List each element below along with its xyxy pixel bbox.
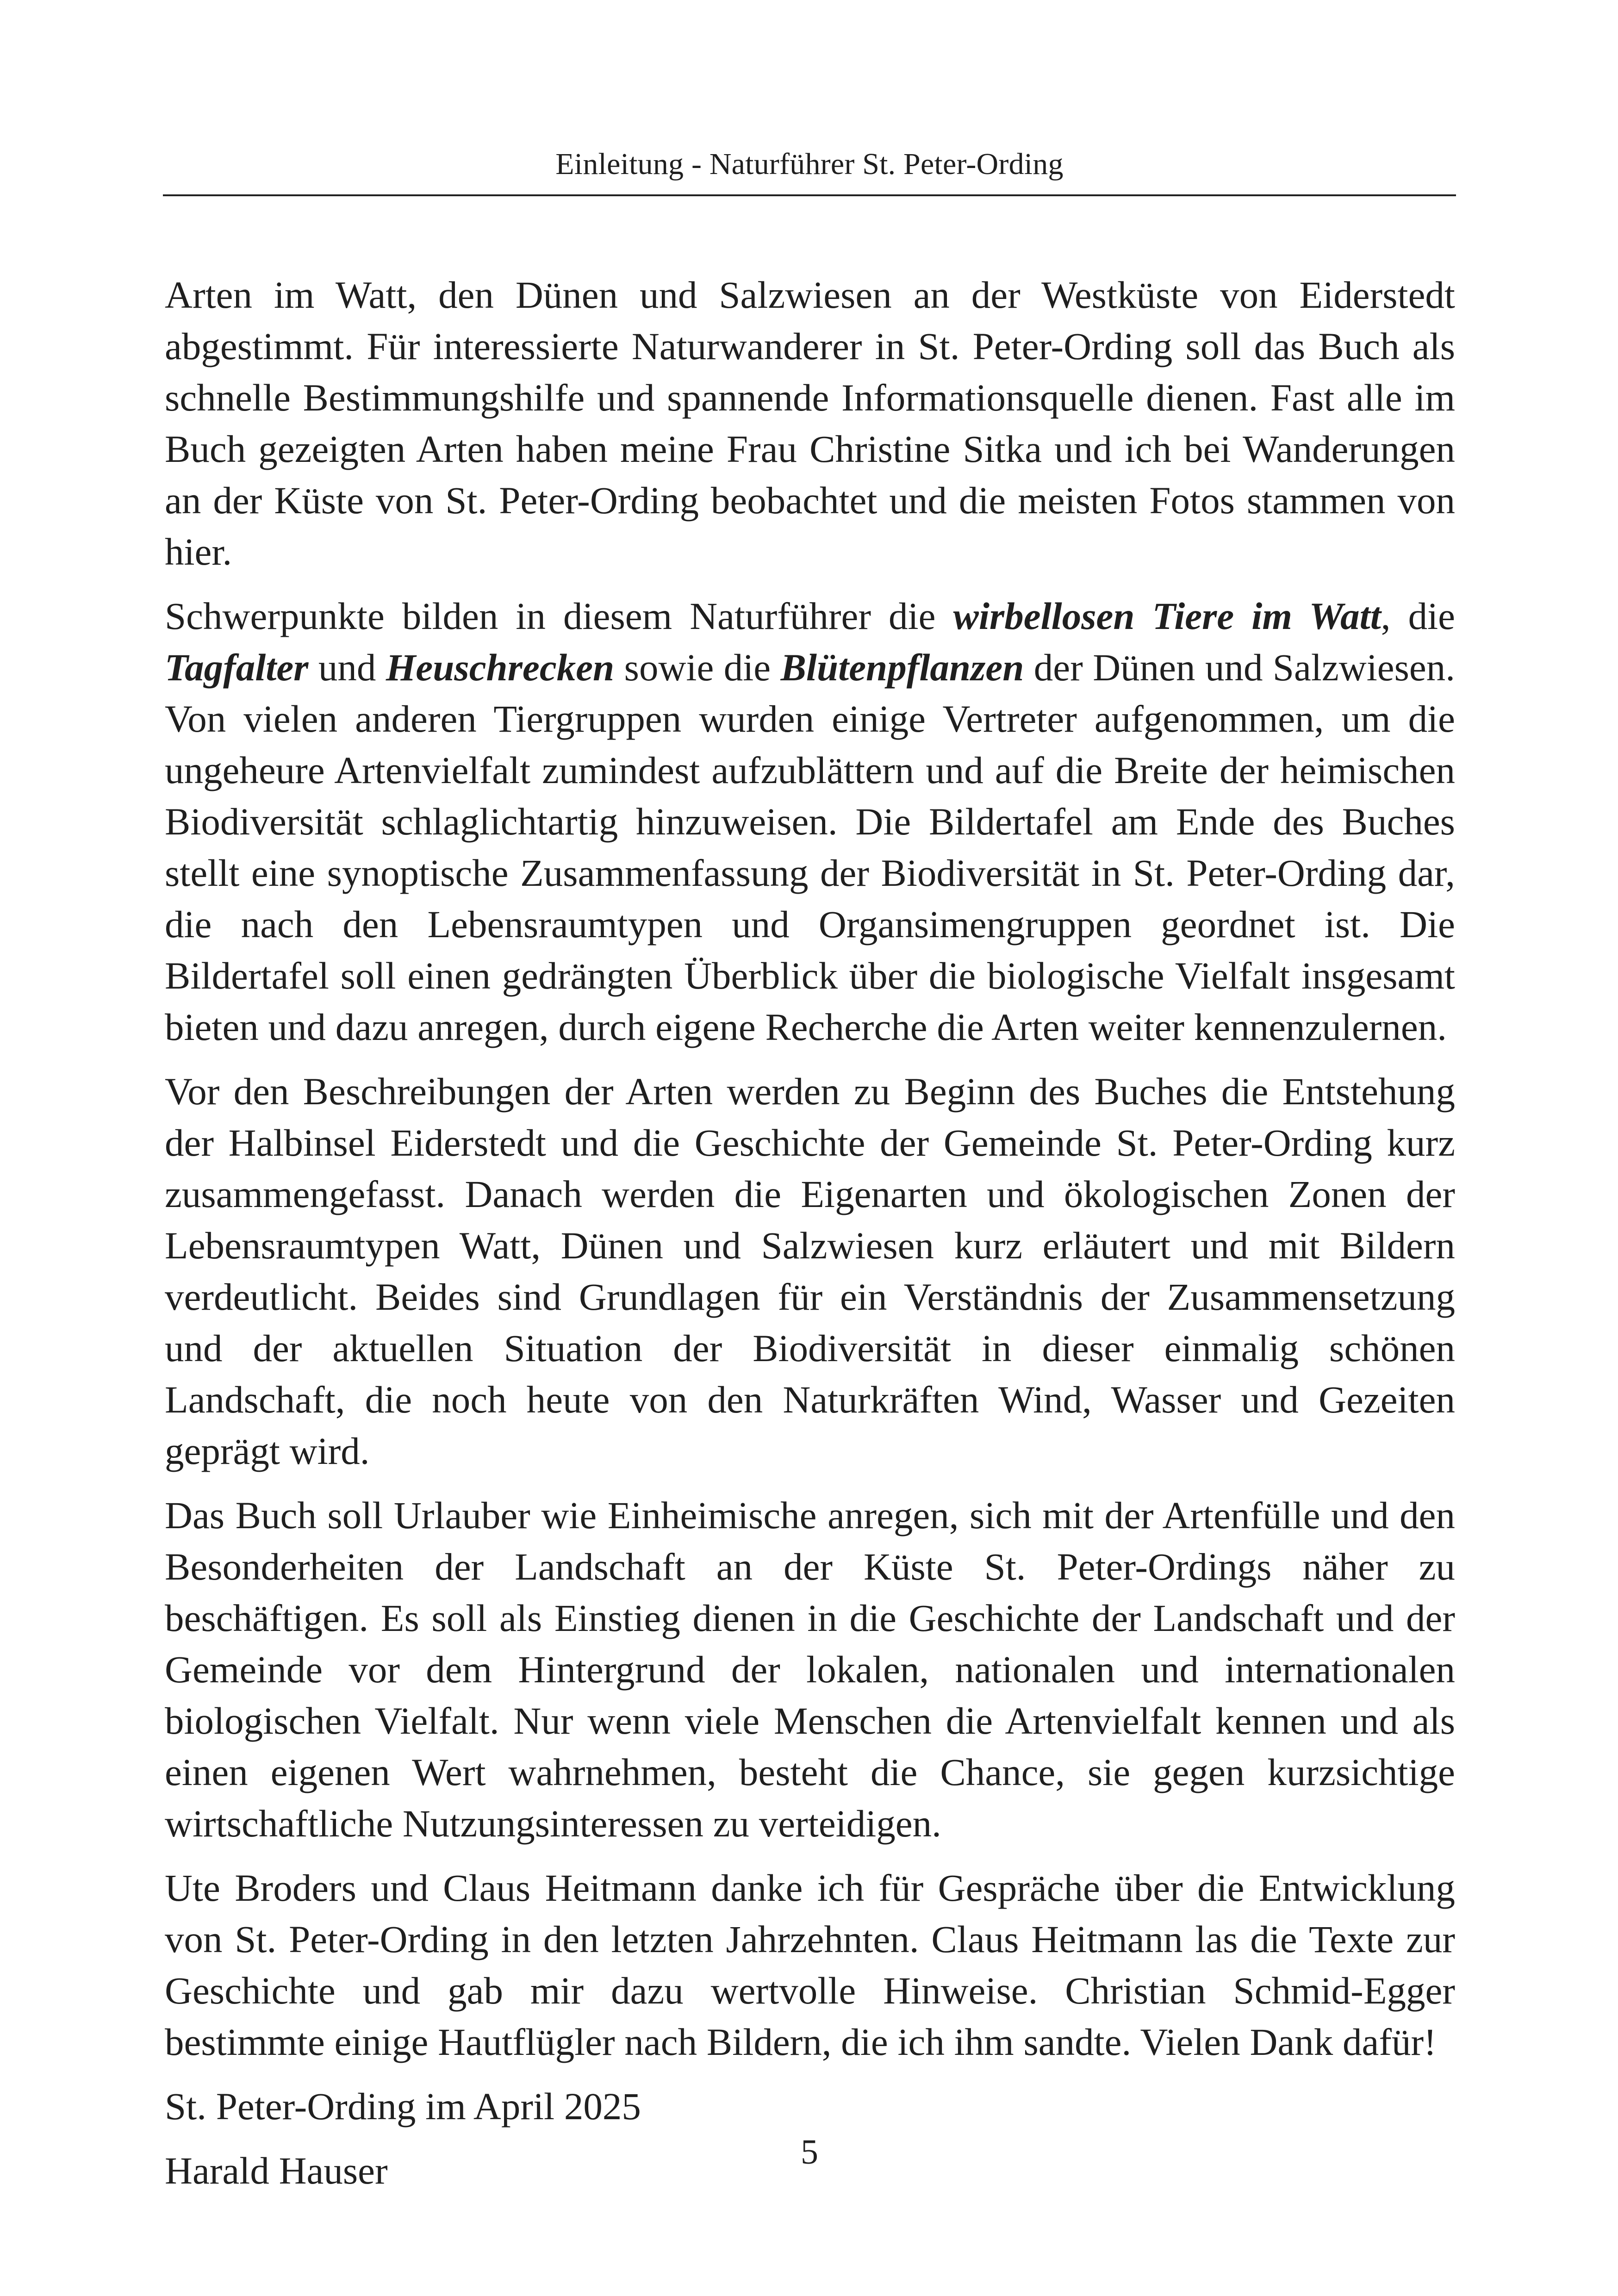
paragraph-2-text-4: sowie die — [614, 646, 781, 689]
main-text — [165, 269, 1455, 2209]
page-number: 5 — [801, 2133, 818, 2172]
paragraph-2-text-5: der Dünen und Salzwiesen. Von vielen anderen Tiergruppen wurden einige Vertreter aufgenommen, um die ungeheure Artenvielfalt zumindest aufzublättern und auf die Breite der heimischen Biodiversität schlaglichtartig hinzuweisen. Die Bildertafel am Ende des Buches stellt eine synoptische Zusammenfassung der Biodiversität in St. Peter-Ording dar, die nach den Lebensraumtypen und Organsimengruppen geordnet ist. Die Bildertafel soll einen gedrängten Überblick über die biologische Vielfalt insgesamt bieten und dazu anregen, durch eigene Recherche die Arten weiter kennenzulernen. — [165, 646, 1456, 1048]
paragraph-2-text-2: , die — [1381, 595, 1455, 637]
author-signature: Harald Hauser — [165, 2149, 388, 2192]
paragraph-2-text-3: und — [308, 646, 386, 689]
paragraph-4: Das Buch soll Urlauber wie Einheimische anregen, sich mit der Artenfülle und den Besonderheiten der Landschaft an der Küste St. Peter-Ordings näher zu beschäftigen. Es soll als Einstieg dienen in die Geschichte der Landschaft und der Gemeinde vor dem Hintergrund der lokalen, nationalen und internationalen biologischen Vielfalt. Nur wenn viele Menschen die Artenvielfalt kennen und als einen eigenen Wert wahrnehmen, besteht die Chance, sie gegen kurzsichtige wirtschaftliche Nutzungsinteressen zu verteidigen. — [165, 1494, 1455, 1845]
paragraph-2 — [165, 591, 1455, 1053]
paragraph-2-text-1: Schwerpunkte bilden in diesem Naturführer die — [165, 595, 953, 637]
paragraph-3: Vor den Beschreibungen der Arten werden zu Beginn des Buches die Entstehung der Halbinsel Eiderstedt und die Geschichte der Gemeinde St. Peter-Ording kurz zusammengefasst. Danach werden die Eigenarten und ökologischen Zonen der Lebensraumtypen Watt, Dünen und Salzwiesen kurz erläutert und mit Bildern verdeutlicht. Beides sind Grundlagen für ein Verständnis der Zusammensetzung und der aktuellen Situation der Biodiversität in dieser einmalig schönen Landschaft, die noch heute von den Naturkräften Wind, Wasser und Gezeiten geprägt wird. — [165, 1070, 1455, 1472]
emphasis-heuschrecken: Heuschrecken — [386, 646, 615, 689]
emphasis-tagfalter: Tagfalter — [165, 646, 309, 689]
emphasis-wirbellose-tiere: wirbellosen Tiere im Watt — [953, 595, 1381, 637]
place-date-line: St. Peter-Ording im April 2025 — [165, 2085, 641, 2128]
header-rule — [163, 194, 1456, 196]
emphasis-bluetenpflanzen: Blütenpflanzen — [780, 646, 1024, 689]
paragraph-1: Arten im Watt, den Dünen und Salzwiesen an der Westküste von Eiderstedt abgestimmt. Für interessierte Naturwanderer in St. Peter-Ording soll das Buch als schnelle Bestimmungshilfe und spannende Informationsquelle dienen. Fast alle im Buch gezeigten Arten haben meine Frau Christine Sitka und ich bei Wanderungen an der Küste von St. Peter-Ording beobachtet und die meisten Fotos stammen von hier. — [165, 274, 1455, 573]
paragraph-5: Ute Broders und Claus Heitmann danke ich für Gespräche über die Entwicklung von St. Peter-Ording in den letzten Jahrzehnten. Claus Heitmann las die Texte zur Geschichte und gab mir dazu wertvolle Hinweise. Christian Schmid-Egger bestimmte einige Hautflügler nach Bildern, die ich ihm sandte. Vielen Dank dafür! — [165, 1867, 1455, 2063]
running-header: Einleitung - Naturführer St. Peter-Ording — [555, 147, 1064, 181]
